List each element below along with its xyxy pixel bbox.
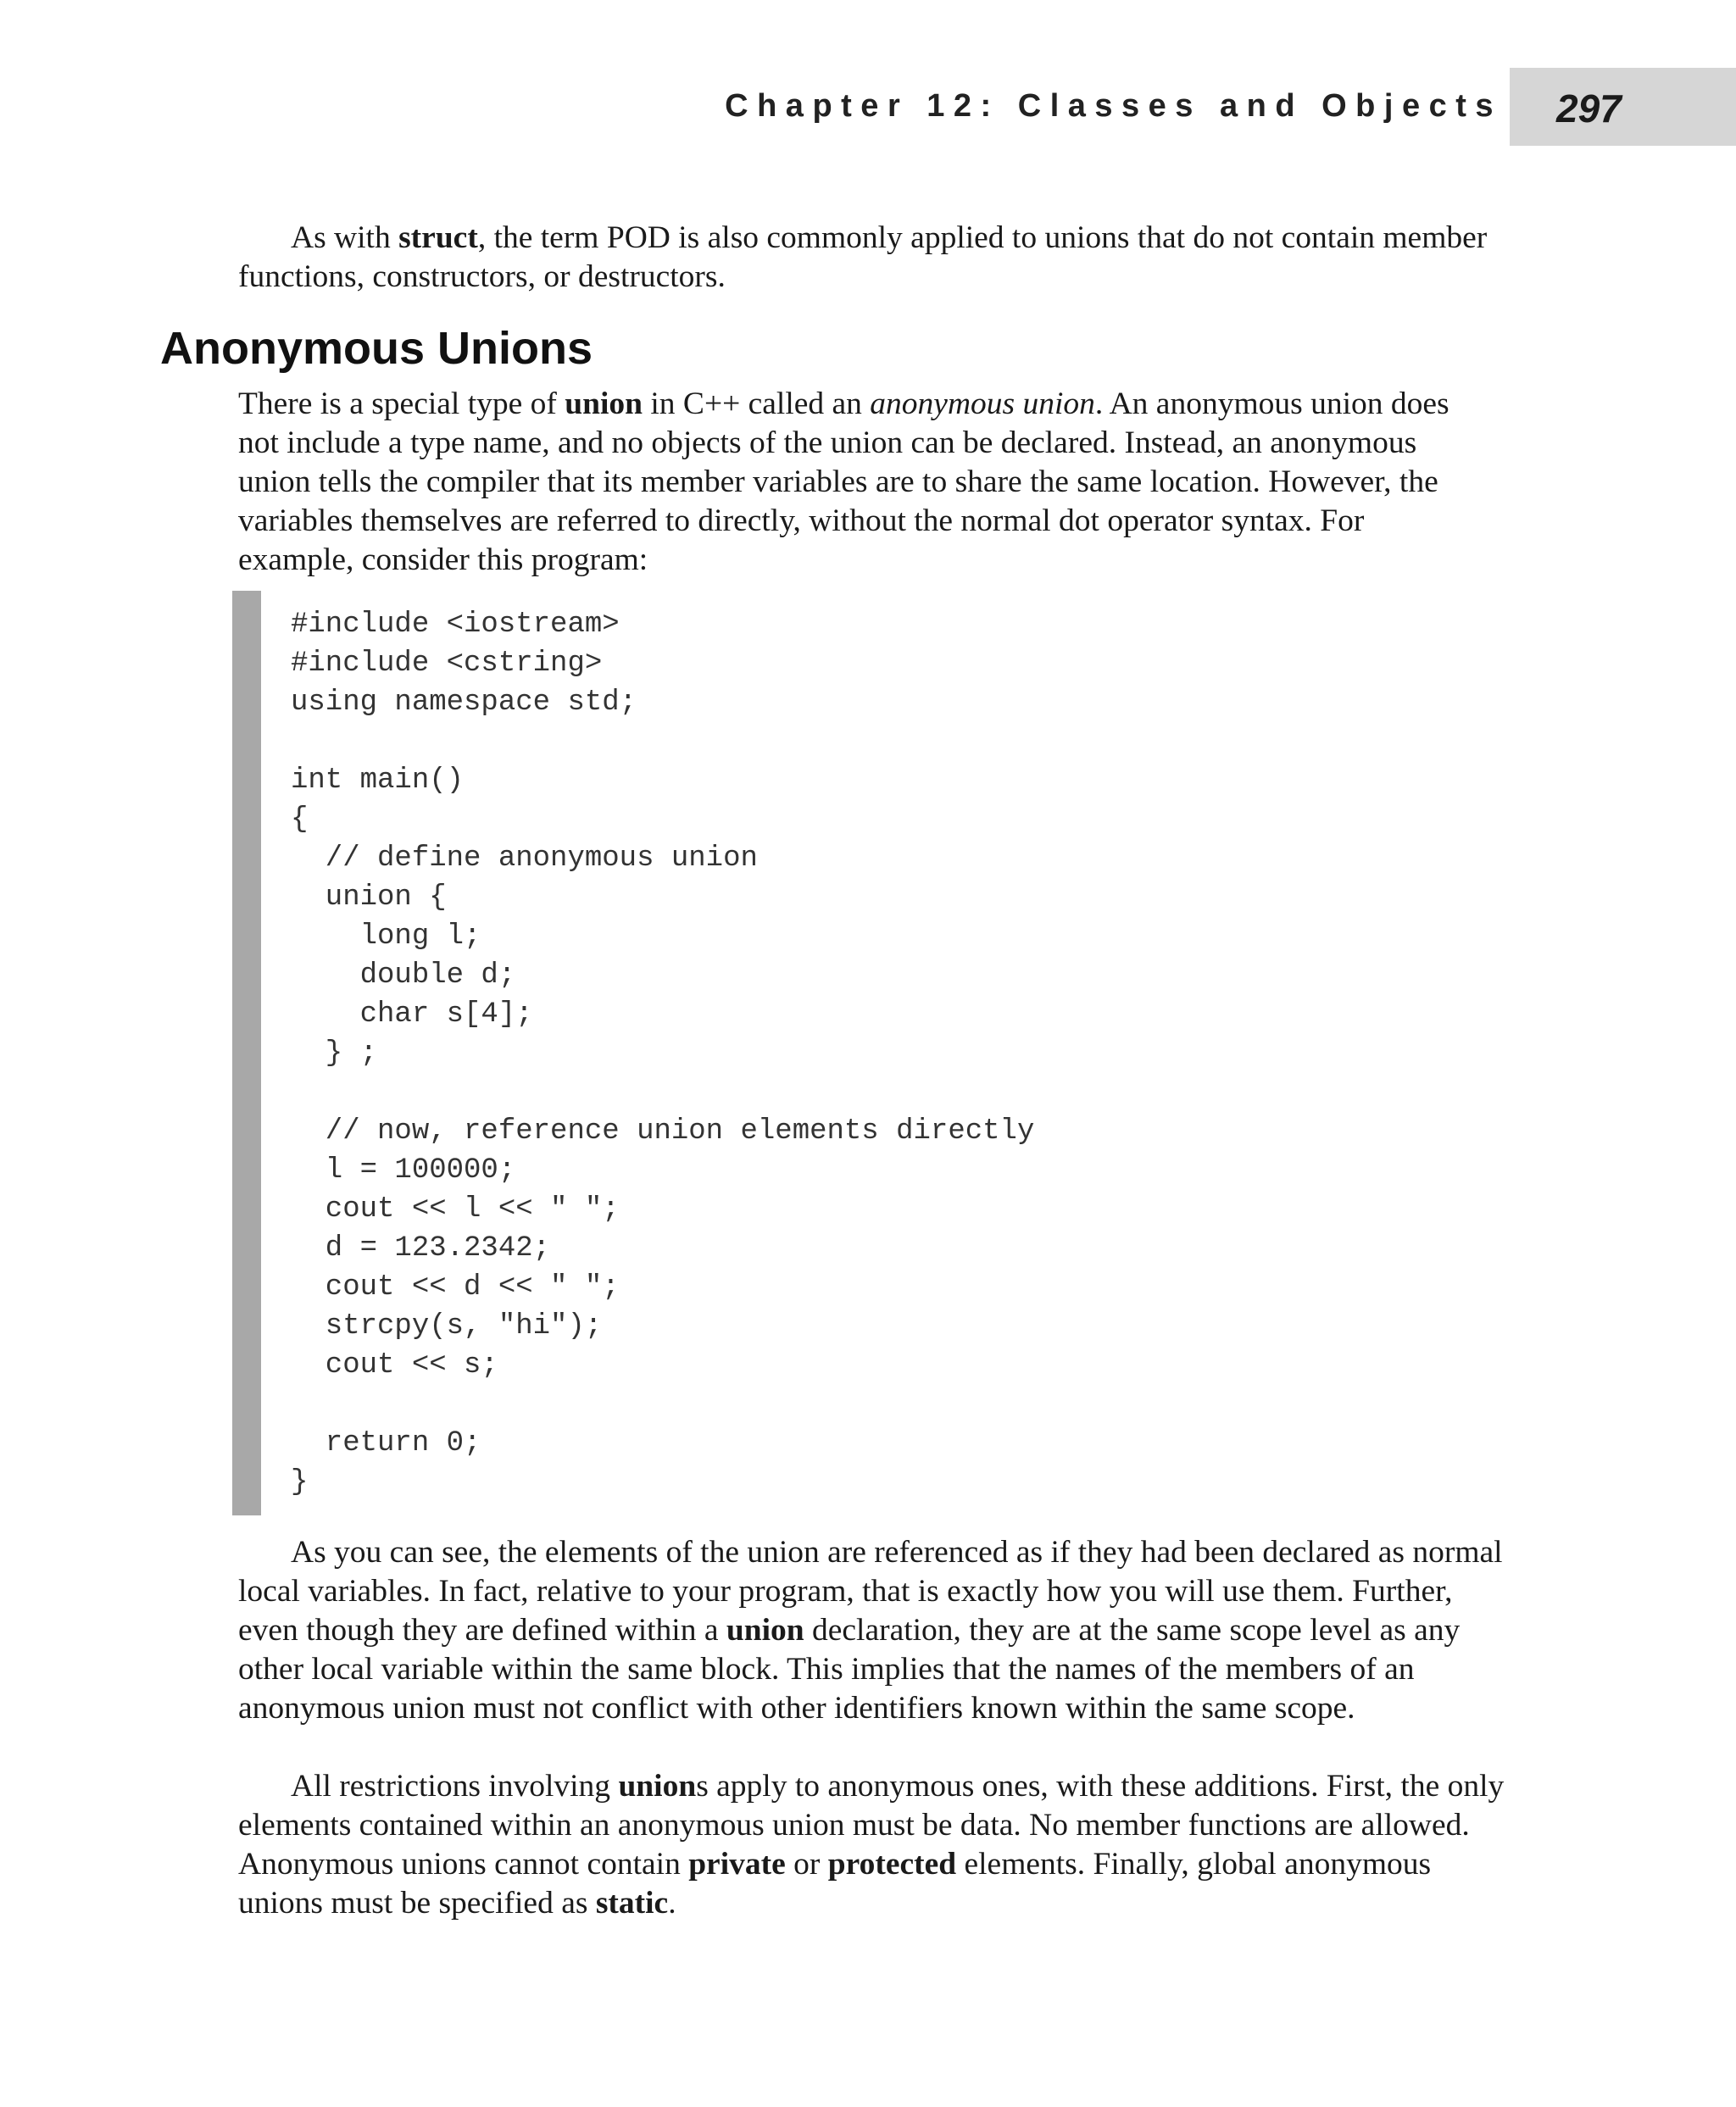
code-line	[291, 1385, 1034, 1424]
intro-paragraph: As with struct, the term POD is also commonly applied to unions that do not contain member functions, constructors, or destructors.	[238, 220, 1488, 294]
code-line: } ;	[291, 1037, 378, 1070]
code-line: #include <iostream>	[291, 609, 620, 641]
page-number-tab	[1510, 68, 1736, 146]
code-line	[291, 722, 1034, 761]
code-sidebar	[232, 591, 261, 1515]
code-line: cout << l << " ";	[291, 1193, 620, 1226]
code-line: char s[4];	[291, 998, 533, 1031]
code-line: long l;	[291, 920, 481, 953]
code-line: using namespace std;	[291, 687, 637, 719]
code-line: l = 100000;	[291, 1154, 516, 1187]
code-line	[291, 1073, 1034, 1112]
code-line: strcpy(s, "hi");	[291, 1310, 603, 1343]
code-line: {	[291, 803, 309, 836]
code-line: int main()	[291, 764, 465, 797]
code-line: double d;	[291, 959, 516, 992]
code-line: d = 123.2342;	[291, 1232, 551, 1265]
code-line: return 0;	[291, 1427, 481, 1459]
section-heading: Anonymous Unions	[160, 323, 593, 374]
code-listing	[291, 605, 1034, 1502]
code-line: #include <cstring>	[291, 648, 603, 680]
code-line: cout << d << " ";	[291, 1271, 620, 1304]
code-line: }	[291, 1466, 309, 1498]
chapter-header: Chapter 12: Classes and Objects	[725, 88, 1502, 124]
code-line: union {	[291, 881, 447, 914]
code-line: // now, reference union elements directly	[291, 1115, 1035, 1148]
explanation-paragraph: As you can see, the elements of the union are referenced as if they had been declared as normal local variables. In fact, relative to your program, that is exactly how you will use them. Further, even though they are defined within a union declaration, they are at the same scope level as any other local variable within the same block. This implies that the names of the members of an anonymous union must not conflict with other identifiers known within the same scope.	[238, 1535, 1503, 1726]
page-number: 297	[1556, 86, 1622, 131]
code-line: // define anonymous union	[291, 842, 758, 875]
section-paragraph: There is a special type of union in C++ called an anonymous union. An anonymous union does not include a type name, and no objects of the union can be declared. Instead, an anonymous union tells the compiler that its member variables are to share the same location. However, the variables themselves are referred to directly, without the normal dot operator syntax. For example, consider this program:	[238, 386, 1449, 577]
restrictions-paragraph: All restrictions involving unions apply to anonymous ones, with these additions. First, the only elements contained within an anonymous union must be data. No member functions are allowed. Anonymous unions cannot contain private or protected elements. Finally, global anonymous unions must be specified as static.	[238, 1769, 1505, 1921]
code-line: cout << s;	[291, 1349, 498, 1382]
